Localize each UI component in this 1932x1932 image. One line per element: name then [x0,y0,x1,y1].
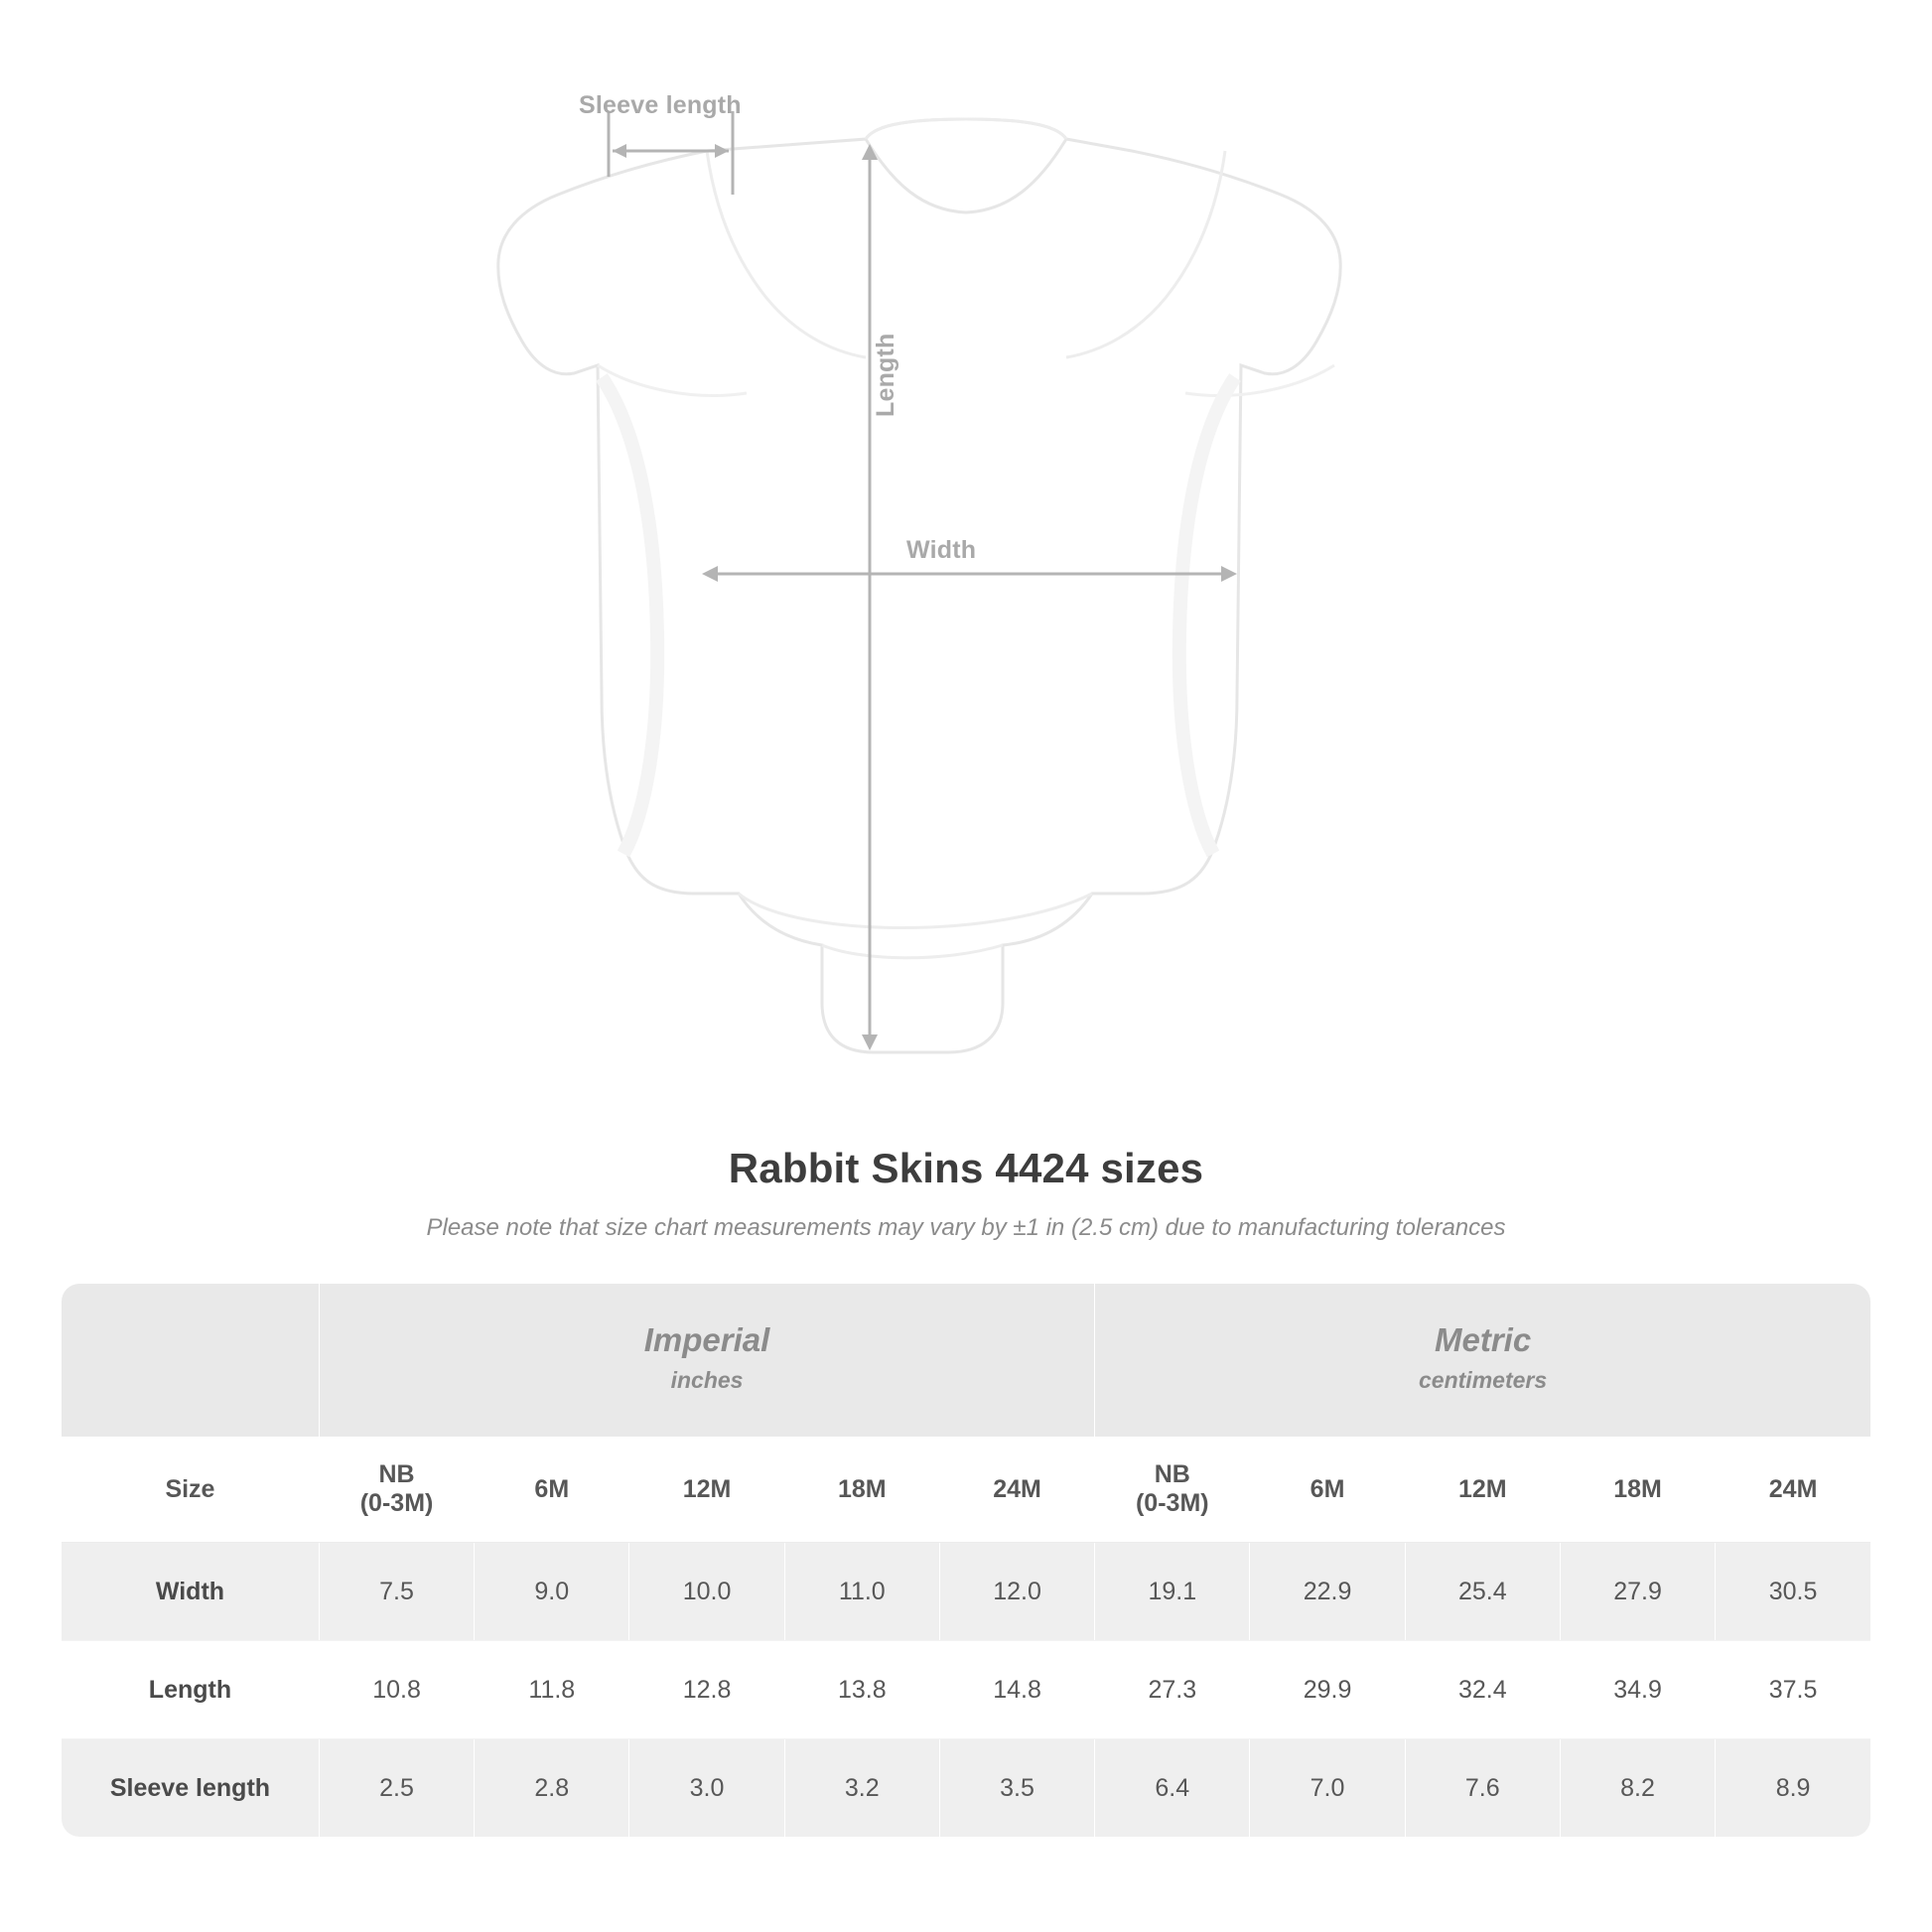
row-header-sleeve-length: Sleeve length [62,1739,319,1838]
row-header-length: Length [62,1641,319,1739]
unit-group-metric-name: Metric [1434,1320,1532,1358]
cell-length-18m-cm: 34.9 [1560,1641,1715,1739]
column-header-nb-imperial-label: NB [378,1460,415,1488]
cell-length-18m-in: 13.8 [784,1641,939,1739]
cell-sleeve-24m-cm: 8.9 [1716,1739,1870,1838]
cell-width-24m-in: 12.0 [939,1543,1094,1641]
unit-header-spacer [62,1284,319,1437]
cell-length-6m-in: 11.8 [475,1641,629,1739]
column-header-6m-metric: 6M [1250,1437,1405,1543]
cell-width-nb-cm: 19.1 [1095,1543,1250,1641]
cell-sleeve-12m-cm: 7.6 [1405,1739,1560,1838]
unit-group-imperial-sub: inches [670,1366,744,1393]
table-row [62,1739,1870,1838]
row-header-width: Width [62,1543,319,1641]
table-row [62,1543,1870,1641]
cell-width-18m-in: 11.0 [784,1543,939,1641]
column-header-18m-imperial: 18M [784,1437,939,1543]
cell-length-24m-cm: 37.5 [1716,1641,1870,1739]
unit-header-row [62,1284,1870,1437]
cell-width-6m-cm: 22.9 [1250,1543,1405,1641]
column-header-24m-metric: 24M [1716,1437,1870,1543]
width-dimension-label: Width [906,536,977,564]
unit-group-metric [1095,1284,1870,1437]
column-header-nb-imperial [319,1437,474,1543]
unit-group-imperial [319,1284,1094,1437]
cell-sleeve-6m-in: 2.8 [475,1739,629,1838]
cell-width-6m-in: 9.0 [475,1543,629,1641]
column-header-nb-metric [1095,1437,1250,1543]
cell-length-nb-cm: 27.3 [1095,1641,1250,1739]
unit-group-metric-sub: centimeters [1419,1366,1548,1393]
unit-group-imperial-name: Imperial [643,1320,770,1358]
column-header-nb-metric-sub: (0-3M) [1135,1489,1209,1517]
column-header-18m-metric: 18M [1560,1437,1715,1543]
cell-length-nb-in: 10.8 [319,1641,474,1739]
cell-sleeve-18m-cm: 8.2 [1560,1739,1715,1838]
title-block [0,1145,1932,1242]
cell-width-24m-cm: 30.5 [1716,1543,1870,1641]
column-header-size: Size [62,1437,319,1543]
cell-width-nb-in: 7.5 [319,1543,474,1641]
size-header-row [62,1437,1870,1543]
cell-sleeve-nb-cm: 6.4 [1095,1739,1250,1838]
cell-length-24m-in: 14.8 [939,1641,1094,1739]
page-title: Rabbit Skins 4424 sizes [728,1145,1204,1191]
cell-sleeve-12m-in: 3.0 [629,1739,784,1838]
cell-length-12m-cm: 32.4 [1405,1641,1560,1739]
column-header-12m-metric: 12M [1405,1437,1560,1543]
size-chart-table-wrapper [62,1284,1870,1837]
size-chart-table [62,1284,1870,1837]
tolerance-note: Please note that size chart measurements may vary by ±1 in (2.5 cm) due to manufacturing tolerances [426,1214,1506,1241]
cell-width-18m-cm: 27.9 [1560,1543,1715,1641]
cell-sleeve-6m-cm: 7.0 [1250,1739,1405,1838]
cell-length-12m-in: 12.8 [629,1641,784,1739]
cell-sleeve-nb-in: 2.5 [319,1739,474,1838]
cell-width-12m-cm: 25.4 [1405,1543,1560,1641]
sleeve-length-dimension-label: Sleeve length [579,91,742,119]
column-header-6m-imperial: 6M [475,1437,629,1543]
column-header-nb-imperial-sub: (0-3M) [359,1489,434,1517]
cell-sleeve-18m-in: 3.2 [784,1739,939,1838]
cell-sleeve-24m-in: 3.5 [939,1739,1094,1838]
column-header-12m-imperial: 12M [629,1437,784,1543]
table-row [62,1641,1870,1739]
length-dimension-label: Length [872,333,899,417]
column-header-nb-metric-label: NB [1154,1460,1190,1488]
cell-length-6m-cm: 29.9 [1250,1641,1405,1739]
column-header-24m-imperial: 24M [939,1437,1094,1543]
cell-width-12m-in: 10.0 [629,1543,784,1641]
